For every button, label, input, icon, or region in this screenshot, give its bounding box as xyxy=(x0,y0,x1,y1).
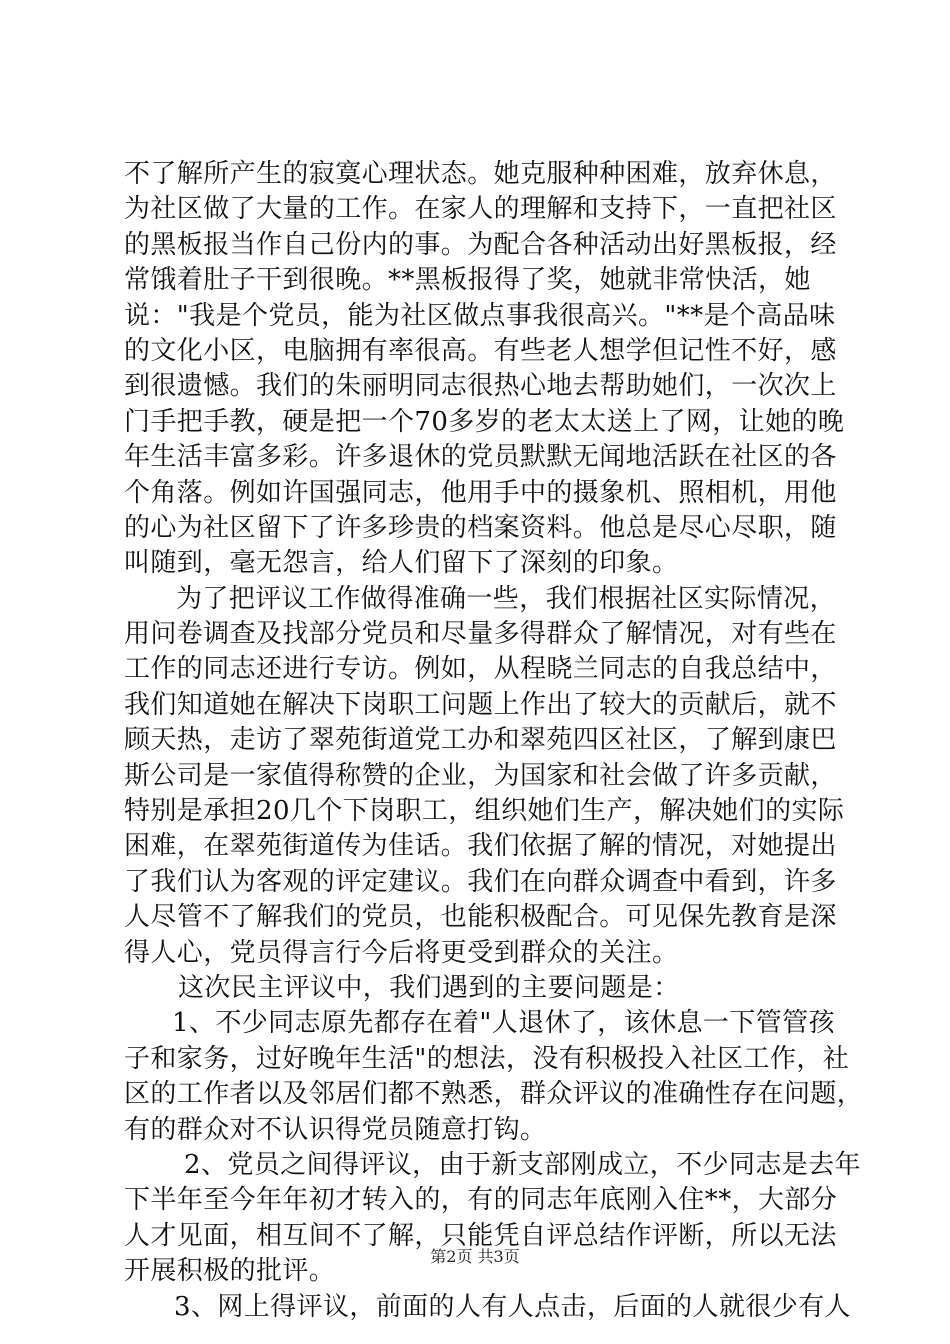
list-item-start-line: 1、不少同志原先都存在着"人退休了，该休息一下管管孩 xyxy=(172,1008,835,1039)
paragraph-start-line: 这次民主评议中，我们遇到的主要问题是： xyxy=(178,972,680,1003)
text-line: 为社区做了大量的工作。在家人的理解和支持下，一直把社区 xyxy=(124,194,837,225)
text-line: 用问卷调查及找部分党员和尽量多得群众了解情况，对有些在 xyxy=(124,619,837,650)
text-line: 了我们认为客观的评定建议。我们在向群众调查中看到，许多 xyxy=(124,866,837,897)
text-line: 说："我是个党员，能为社区做点事我很高兴。"**是个高品味 xyxy=(124,300,836,331)
text-line: 工作的同志还进行专访。例如，从程晓兰同志的自我总结中， xyxy=(124,654,837,685)
text-line: 困难，在翠苑街道传为佳话。我们依据了解的情况，对她提出 xyxy=(124,831,837,862)
text-line: 的黑板报当作自己份内的事。为配合各种活动出好黑板报，经 xyxy=(124,229,837,260)
text-line: 个角落。例如许国强同志，他用手中的摄象机、照相机，用他 xyxy=(124,477,837,508)
text-line: 不了解所产生的寂寞心理状态。她克服种种困难，放弃休息， xyxy=(124,159,837,189)
text-line: 到很遗憾。我们的朱丽明同志很热心地去帮助她们，一次次上 xyxy=(124,371,837,402)
text-line: 的心为社区留下了许多珍贵的档案资料。他总是尽心尽职，随 xyxy=(124,512,837,543)
text-line: 开展积极的批评。 xyxy=(124,1256,336,1287)
text-line: 区的工作者以及邻居们都不熟悉，群众评议的准确性存在问题， xyxy=(124,1079,864,1110)
text-line: 子和家务，过好晚年生活"的想法，没有积极投入社区工作，社 xyxy=(124,1043,850,1074)
text-line: 年生活丰富多彩。许多退休的党员默默无闻地活跃在社区的各 xyxy=(124,442,837,473)
text-line: 斯公司是一家值得称赞的企业，为国家和社会做了许多贡献， xyxy=(124,760,837,791)
text-line: 人才见面，相互间不了解，只能凭自评总结作评断，所以无法 xyxy=(124,1220,837,1251)
text-line: 得人心，党员得言行今后将更受到群众的关注。 xyxy=(124,937,679,968)
body-text xyxy=(124,157,864,1325)
text-line: 门手把手教，硬是把一个70多岁的老太太送上了网，让她的晚 xyxy=(124,406,845,437)
list-item-start-line: 3、网上得评议，前面的人有人点击，后面的人就很少有人 xyxy=(174,1291,851,1322)
list-item-start-line: 2、党员之间得评议，由于新支部刚成立，不少同志是去年 xyxy=(184,1149,861,1180)
text-line: 下半年至今年年初才转入的，有的同志年底刚入住**，大部分 xyxy=(124,1185,838,1216)
text-line: 有的群众对不认识得党员随意打钩。 xyxy=(124,1114,547,1145)
page-footer: 第2页 共3页 xyxy=(430,1247,520,1266)
paragraph-start-line: 为了把评议工作做得准确一些，我们根据社区实际情况， xyxy=(176,583,837,614)
text-line: 的文化小区，电脑拥有率很高。有些老人想学但记性不好，感 xyxy=(124,335,837,366)
text-line: 我们知道她在解决下岗职工问题上作出了较大的贡献后，就不 xyxy=(124,689,837,720)
text-line: 常饿着肚子干到很晚。**黑板报得了奖，她就非常快活，她 xyxy=(124,265,811,296)
text-line: 特别是承担20几个下岗职工，组织她们生产，解决她们的实际 xyxy=(124,796,845,827)
text-line: 叫随到，毫无怨言，给人们留下了深刻的印象。 xyxy=(124,548,679,579)
text-line: 人尽管不了解我们的党员，也能积极配合。可见保先教育是深 xyxy=(124,902,837,933)
text-line: 顾天热，走访了翠苑街道党工办和翠苑四区社区，了解到康巴 xyxy=(124,725,837,756)
